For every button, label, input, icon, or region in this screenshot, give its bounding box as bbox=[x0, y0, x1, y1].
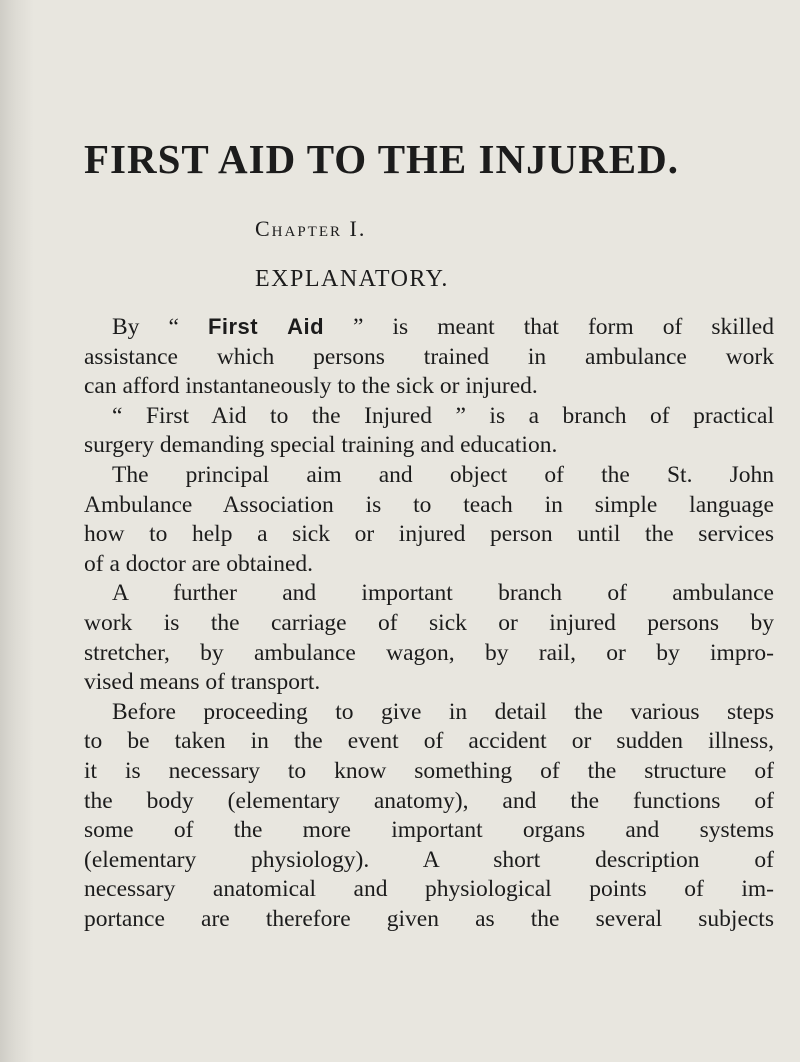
text-line: it is necessary to know something of the structure of bbox=[84, 757, 774, 784]
text-line: Ambulance Association is to teach in simple language bbox=[84, 491, 774, 518]
bold-term: First Aid bbox=[207, 314, 325, 339]
section-heading: EXPLANATORY. bbox=[255, 266, 449, 292]
text-line: some of the more important organs and systems bbox=[84, 817, 774, 844]
text-line: necessary anatomical and physiological points of im- bbox=[84, 876, 774, 903]
text-line: (elementary physiology). A short description of bbox=[84, 846, 774, 873]
text-line: can afford instantaneously to the sick or injured. bbox=[84, 373, 538, 400]
text-line: A further and important branch of ambulance bbox=[112, 580, 774, 607]
text-line: By “ First Aid ” is meant that form of skilled bbox=[112, 314, 774, 340]
body-text bbox=[84, 312, 774, 934]
text-line: “ First Aid to the Injured ” is a branch of practical bbox=[112, 402, 774, 429]
text-line: surgery demanding special training and education. bbox=[84, 432, 558, 459]
page-title: FIRST AID TO THE INJURED. bbox=[84, 136, 680, 182]
text-line: of a doctor are obtained. bbox=[84, 550, 314, 577]
text-line: work is the carriage of sick or injured persons by bbox=[84, 609, 774, 636]
text-line: The principal aim and object of the St. John bbox=[112, 461, 774, 488]
text-line: how to help a sick or injured person until the services bbox=[84, 521, 774, 548]
text-line: the body (elementary anatomy), and the functions of bbox=[84, 787, 774, 814]
chapter-heading: Chapter I. bbox=[255, 216, 367, 241]
text-line: Before proceeding to give in detail the various steps bbox=[112, 698, 774, 725]
text-line: portance are therefore given as the several subjects bbox=[84, 905, 774, 932]
page-gutter-shadow bbox=[0, 0, 34, 1062]
text-line: stretcher, by ambulance wagon, by rail, or by impro- bbox=[84, 639, 774, 666]
text-line: vised means of transport. bbox=[84, 669, 321, 696]
text-line: to be taken in the event of accident or sudden illness, bbox=[84, 728, 774, 755]
text-line: assistance which persons trained in ambulance work bbox=[84, 343, 774, 370]
